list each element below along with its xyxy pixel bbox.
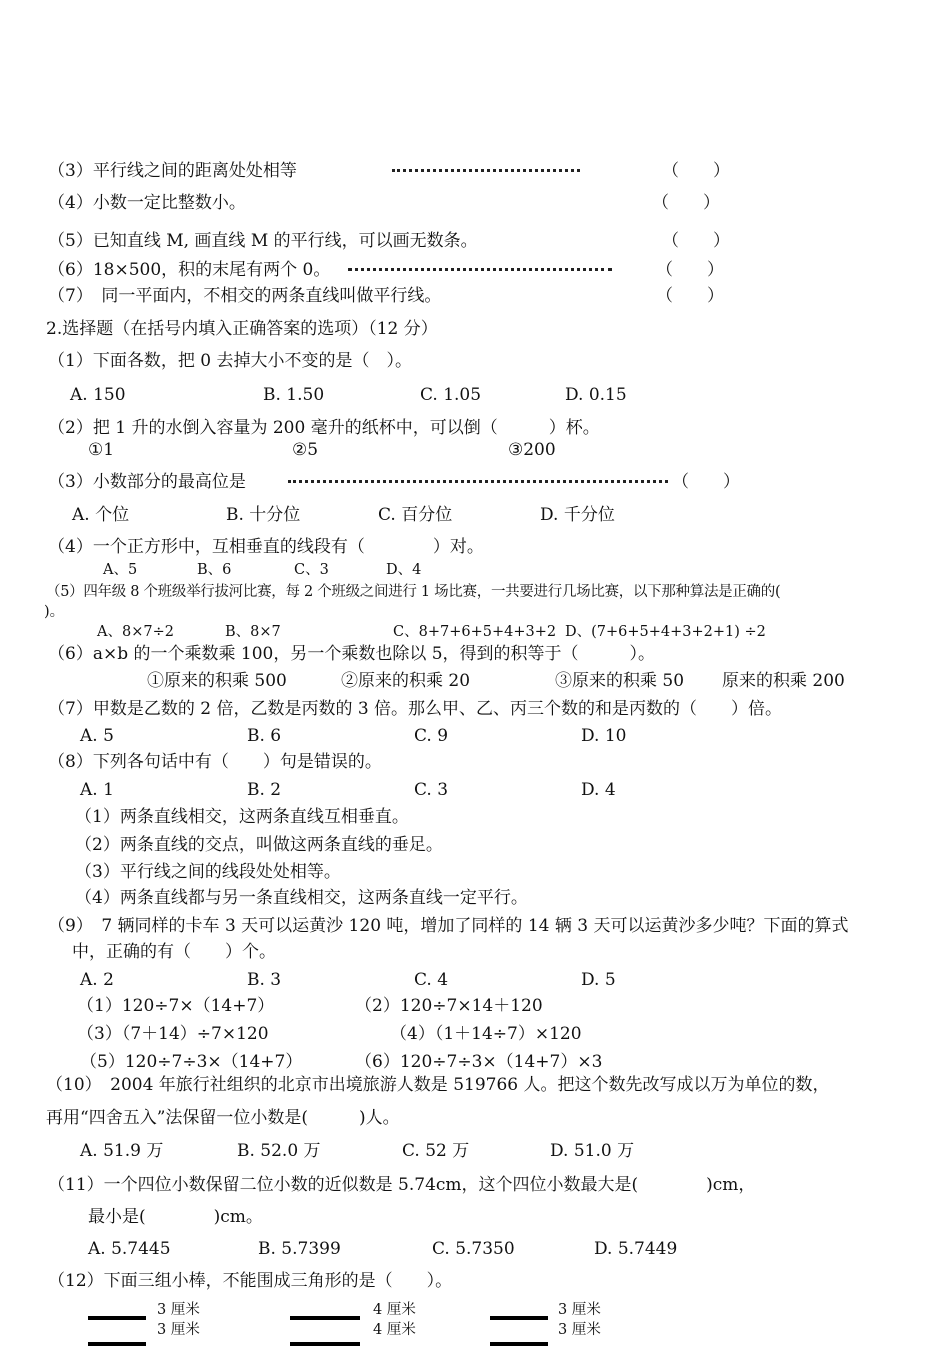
option: D、(7+6+5+4+3+2+1) ÷2 xyxy=(565,624,766,640)
option: D. 4 xyxy=(581,780,616,800)
option: ③原来的积乘 50 xyxy=(555,671,685,691)
option: C. 52 万 xyxy=(402,1141,470,1161)
stick-label: 3 厘米 xyxy=(558,1322,601,1338)
statement: （3）平行线之间的线段处处相等。 xyxy=(75,862,341,882)
option: D. 5 xyxy=(581,970,616,990)
judge-q6-text: （6）18×500，积的末尾有两个 0。 xyxy=(48,260,331,280)
option: B、8×7 xyxy=(225,624,281,640)
option: A. 51.9 万 xyxy=(80,1141,164,1161)
judge-q4-text: （4）小数一定比整数小。 xyxy=(48,193,246,213)
choice-q9-text: （9） 7 辆同样的卡车 3 天可以运黄沙 120 吨，增加了同样的 14 辆 3 天可以运黄沙多少吨？下面的算式 xyxy=(48,916,849,936)
choice-q4-text: （4）一个正方形中，互相垂直的线段有（ ）对。 xyxy=(48,537,484,557)
formula: （4）（1＋14÷7）×120 xyxy=(390,1024,582,1044)
choice-q1-text: （1）下面各数，把 0 去掉大小不变的是（ ）。 xyxy=(48,351,412,371)
option: ③200 xyxy=(508,440,556,460)
answer-blank[interactable]: （ ） xyxy=(656,260,724,280)
formula: （3）（7＋14）÷7×120 xyxy=(77,1024,269,1044)
stick xyxy=(290,1342,360,1346)
option: C、8+7+6+5+4+3+2 xyxy=(393,624,557,640)
choice-q5-text-cont: )。 xyxy=(44,604,65,620)
option: C. 5.7350 xyxy=(432,1239,515,1259)
answer-blank[interactable]: （ ） xyxy=(652,193,720,213)
statement: （4）两条直线都与另一条直线相交，这两条直线一定平行。 xyxy=(75,888,528,908)
option: A. 2 xyxy=(80,970,114,990)
dot-leader xyxy=(348,268,612,271)
option: ②原来的积乘 20 xyxy=(341,671,471,691)
stick xyxy=(490,1316,548,1320)
option: D、4 xyxy=(386,562,422,578)
option: C. 3 xyxy=(414,780,449,800)
stick xyxy=(88,1316,146,1320)
option: A. 5 xyxy=(80,726,114,746)
stick xyxy=(490,1342,548,1346)
stick-label: 3 厘米 xyxy=(157,1302,200,1318)
option: A. 5.7445 xyxy=(88,1239,171,1259)
stick-label: 3 厘米 xyxy=(157,1322,200,1338)
choice-q11-text: （11）一个四位小数保留二位小数的近似数是 5.74cm，这个四位小数最大是( )cm， xyxy=(48,1175,756,1195)
statement: （1）两条直线相交，这两条直线互相垂直。 xyxy=(75,807,409,827)
choice-q12-text: （12）下面三组小棒，不能围成三角形的是（ ）。 xyxy=(48,1271,453,1291)
option: B、6 xyxy=(197,562,232,578)
option: A、8×7÷2 xyxy=(97,624,174,640)
stick-label: 4 厘米 xyxy=(373,1302,416,1318)
option: A、5 xyxy=(103,562,138,578)
stick-label: 3 厘米 xyxy=(558,1302,601,1318)
formula: （6）120÷7÷3×（14+7）×3 xyxy=(355,1052,603,1072)
option: C、3 xyxy=(294,562,329,578)
option: B. 5.7399 xyxy=(258,1239,341,1259)
stick-label: 4 厘米 xyxy=(373,1322,416,1338)
choice-q6-text: （6）a×b 的一个乘数乘 100，另一个乘数也除以 5，得到的积等于（ ）。 xyxy=(48,644,656,664)
option: D. 10 xyxy=(581,726,627,746)
choice-q9-text-cont: 中，正确的有（ ）个。 xyxy=(72,942,276,962)
choice-q8-text: （8）下列各句话中有（ ）句是错误的。 xyxy=(48,752,382,772)
option: D. 千分位 xyxy=(540,505,615,525)
answer-blank[interactable]: （ ） xyxy=(672,472,740,492)
option: B. 十分位 xyxy=(226,505,301,525)
formula: （1）120÷7×（14+7） xyxy=(77,996,275,1016)
dot-leader xyxy=(392,169,580,172)
dot-leader xyxy=(288,480,668,483)
statement: （2）两条直线的交点，叫做这两条直线的垂足。 xyxy=(75,835,443,855)
option: D. 51.0 万 xyxy=(550,1141,635,1161)
option: A. 1 xyxy=(80,780,114,800)
option: B. 2 xyxy=(247,780,282,800)
option: C. 百分位 xyxy=(378,505,453,525)
option: B. 3 xyxy=(247,970,282,990)
option: A. 150 xyxy=(70,385,126,405)
choice-q5-text: （5）四年级 8 个班级举行拔河比赛，每 2 个班级之间进行 1 场比赛，一共要进行几场比赛，以下那种算法是正确的( xyxy=(46,584,781,600)
option: B. 52.0 万 xyxy=(237,1141,321,1161)
choice-q10-text-cont: 再用“四舍五入”法保留一位小数是( )人。 xyxy=(46,1108,400,1128)
formula: （5）120÷7÷3×（14+7） xyxy=(80,1052,303,1072)
answer-blank[interactable]: （ ） xyxy=(662,231,730,251)
option: ①1 xyxy=(88,440,115,460)
judge-q7-text: （7） 同一平面内，不相交的两条直线叫做平行线。 xyxy=(48,286,442,306)
option: ②5 xyxy=(292,440,319,460)
answer-blank[interactable]: （ ） xyxy=(656,286,724,306)
option: C. 1.05 xyxy=(420,385,482,405)
choice-q3-text: （3）小数部分的最高位是 xyxy=(48,472,246,492)
option: C. 9 xyxy=(414,726,449,746)
option: B. 6 xyxy=(247,726,282,746)
option: D. 0.15 xyxy=(565,385,627,405)
choice-q10-text: （10） 2004 年旅行社组织的北京市出境旅游人数是 519766 人。把这个数先改写成以万为单位的数， xyxy=(46,1075,830,1095)
option: ①原来的积乘 500 xyxy=(147,671,287,691)
answer-blank[interactable]: （ ） xyxy=(662,161,730,181)
choice-q2-text: （2）把 1 升的水倒入容量为 200 毫升的纸杯中，可以倒（ ）杯。 xyxy=(48,418,600,438)
choice-q11-text-cont: 最小是( )cm。 xyxy=(88,1207,263,1227)
section-title: 2.选择题（在括号内填入正确答案的选项）（12 分） xyxy=(46,319,438,339)
option: A. 个位 xyxy=(72,505,130,525)
formula: （2）120÷7×14＋120 xyxy=(355,996,543,1016)
stick xyxy=(290,1316,360,1320)
judge-q3-text: （3）平行线之间的距离处处相等 xyxy=(48,161,297,181)
option: 原来的积乘 200 xyxy=(722,671,845,691)
option: D. 5.7449 xyxy=(594,1239,678,1259)
stick xyxy=(88,1342,146,1346)
option: B. 1.50 xyxy=(263,385,325,405)
choice-q7-text: （7）甲数是乙数的 2 倍，乙数是丙数的 3 倍。那么甲、乙、丙三个数的和是丙数的（ ）倍。 xyxy=(48,699,783,719)
option: C. 4 xyxy=(414,970,449,990)
judge-q5-text: （5）已知直线 M, 画直线 M 的平行线，可以画无数条。 xyxy=(48,231,478,251)
